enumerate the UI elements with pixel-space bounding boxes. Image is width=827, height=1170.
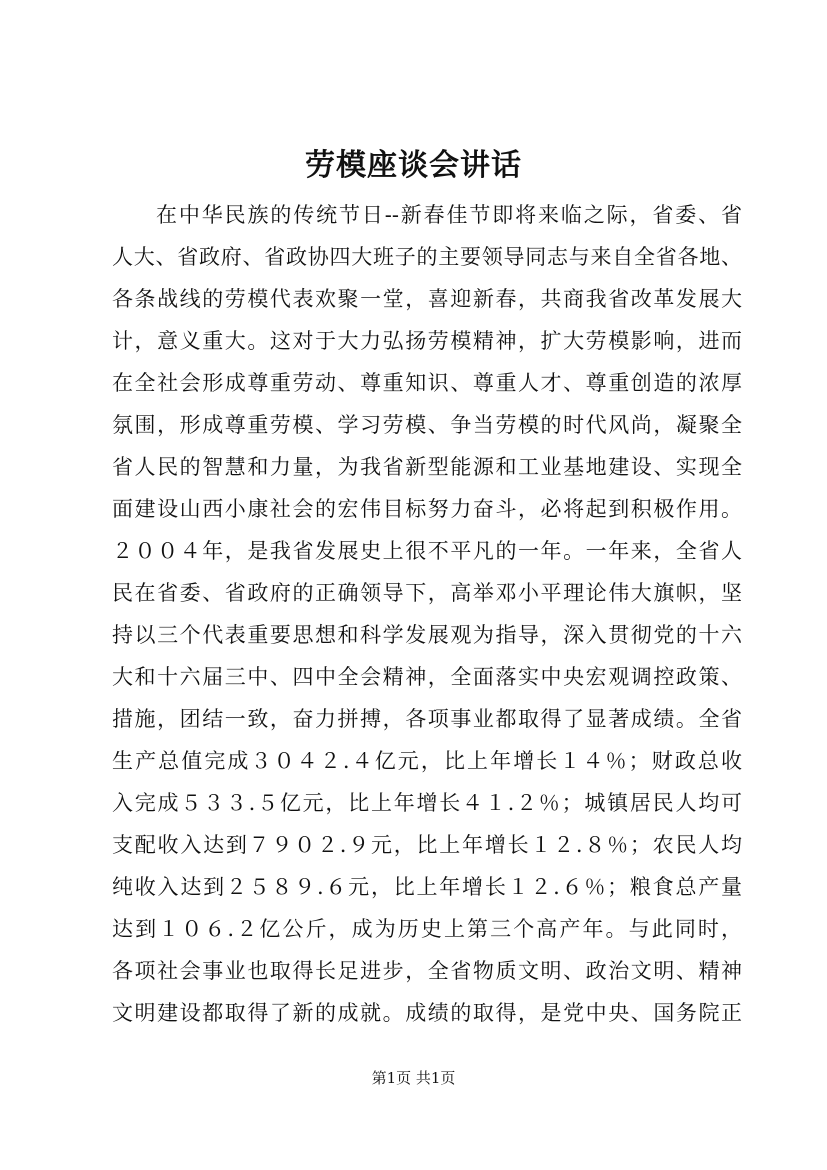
body-line: 入完成５３３.５亿元，比上年增长４１.２％；城镇居民人均可 (112, 791, 742, 815)
body-line: 文明建设都取得了新的成就。成绩的取得，是党中央、国务院正 (112, 1001, 742, 1025)
body-line: 在全社会形成尊重劳动、尊重知识、尊重人才、尊重创造的浓厚 (112, 371, 742, 395)
body-line: 纯收入达到２５８９.６元，比上年增长１２.６％；粮食总产量 (112, 875, 742, 899)
body-line: 生产总值完成３０４２.４亿元，比上年增长１４％；财政总收 (112, 749, 742, 773)
body-line: 大和十六届三中、四中全会精神，全面落实中央宏观调控政策、 (112, 665, 742, 689)
body-line: 省人民的智慧和力量，为我省新型能源和工业基地建设、实现全 (112, 455, 742, 479)
document-body (112, 194, 742, 1034)
body-line: ２００４年，是我省发展史上很不平凡的一年。一年来，全省人 (112, 539, 742, 563)
body-line: 氛围，形成尊重劳模、学习劳模、争当劳模的时代风尚，凝聚全 (112, 413, 742, 437)
body-line: 各条战线的劳模代表欢聚一堂，喜迎新春，共商我省改革发展大 (112, 287, 742, 311)
body-line: 各项社会事业也取得长足进步，全省物质文明、政治文明、精神 (112, 959, 742, 983)
body-line: 在中华民族的传统节日--新春佳节即将来临之际，省委、省 (156, 203, 742, 227)
body-line: 达到１０６.２亿公斤，成为历史上第三个高产年。与此同时， (112, 917, 742, 941)
body-line: 计，意义重大。这对于大力弘扬劳模精神，扩大劳模影响，进而 (112, 329, 742, 353)
body-line: 面建设山西小康社会的宏伟目标努力奋斗，必将起到积极作用。 (112, 497, 742, 521)
body-line: 措施，团结一致，奋力拼搏，各项事业都取得了显著成绩。全省 (112, 707, 742, 731)
body-line: 人大、省政府、省政协四大班子的主要领导同志与来自全省各地、 (112, 245, 742, 269)
page-indicator: 第1页 共1页 (371, 1069, 456, 1087)
body-line: 民在省委、省政府的正确领导下，高举邓小平理论伟大旗帜，坚 (112, 581, 742, 605)
body-line: 支配收入达到７９０２.９元，比上年增长１２.８％；农民人均 (112, 833, 742, 857)
body-line: 持以三个代表重要思想和科学发展观为指导，深入贯彻党的十六 (112, 623, 742, 647)
document-title: 劳模座谈会讲话 (305, 148, 522, 183)
